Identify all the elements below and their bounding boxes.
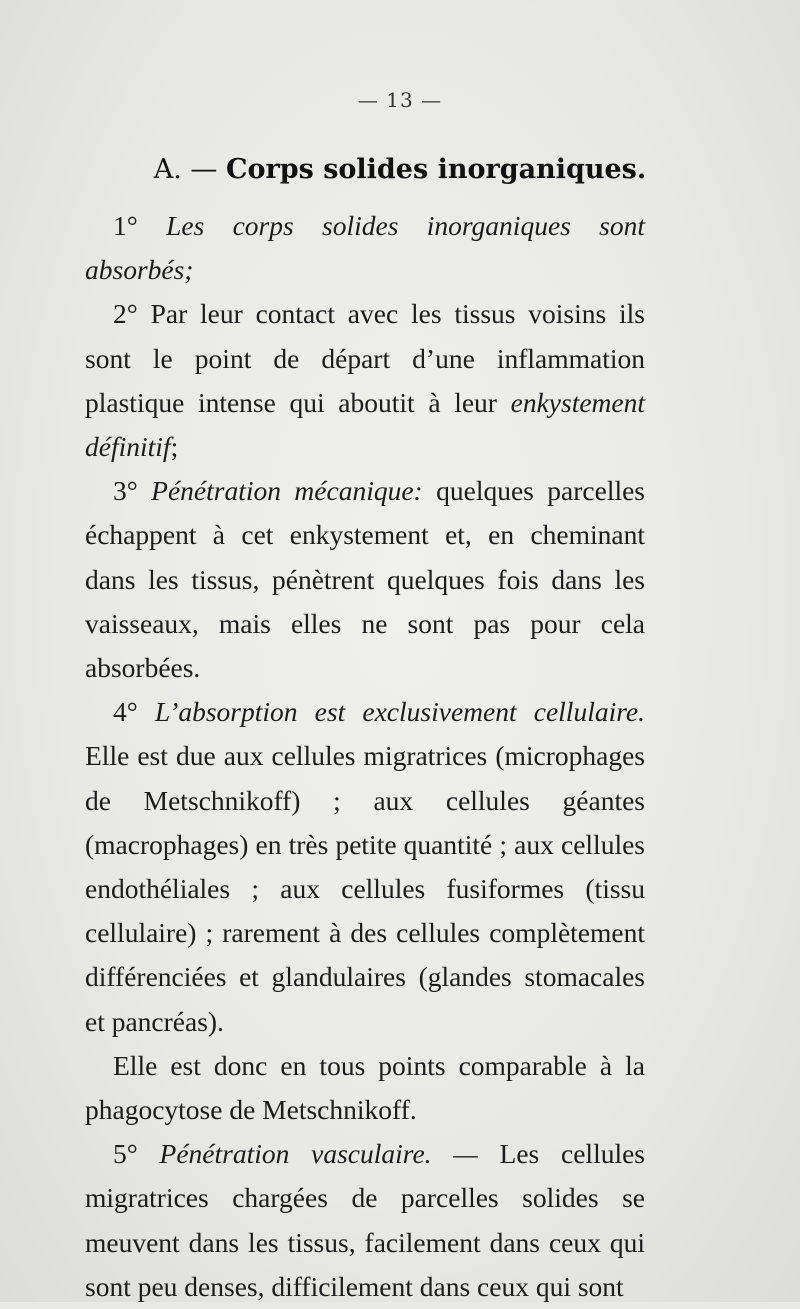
page-number: — 13 — bbox=[357, 88, 443, 112]
paragraph-6 bbox=[85, 1132, 645, 1309]
paragraph-2-text: Par leur contact avec les tissus voisins ils sont le point de départ d’une inflammation plastique intense qui aboutit à leur bbox=[85, 298, 646, 418]
paragraph-2 bbox=[85, 292, 645, 469]
paragraph-6-text: Les cellules migratrices chargées de parcelles solides se meuvent dans les tissus, facilement dans ceux qui sont peu denses, difficilement dans ceux qui sont bbox=[85, 1138, 646, 1302]
paragraph-1-number: 1° bbox=[113, 210, 138, 241]
paragraph-4-italic: L’absorption est exclusivement cellulaire. bbox=[154, 696, 645, 728]
paragraph-4-text: Elle est due aux cellules migratrices (microphages de Metschnikoff) ; aux cellules géantes (macrophages) en très petite quantité ; aux cellules endothéliales ; aux cellules fusiformes (tissu cellulaire) ; rarement à des cellules complètement différenciées et glandulaires (glandes stomacales et pancréas). bbox=[85, 740, 645, 1037]
paragraph-4-number: 4° bbox=[113, 696, 138, 728]
section-title: Corps solides inorganiques. bbox=[226, 154, 647, 185]
paragraph-6-italic: Pénétration vasculaire. — bbox=[159, 1138, 478, 1170]
paragraph-2-tail: ; bbox=[170, 431, 179, 463]
section-heading bbox=[0, 152, 800, 188]
paragraph-5 bbox=[85, 1044, 645, 1132]
paragraph-1-italic: Les corps solides inorganiques sont absorbés; bbox=[85, 210, 646, 286]
paragraph-2-number: 2° bbox=[113, 298, 138, 330]
paragraph-2-italic: enkystement définitif bbox=[85, 386, 646, 463]
paragraph-3-number: 3° bbox=[113, 475, 138, 507]
paragraph-5-text: Elle est donc en tous points comparable à la phagocytose de Metschnikoff. bbox=[85, 1049, 645, 1126]
paragraph-3-text: quelques parcelles échappent à cet enkystement et, en cheminant dans les tissus, pénètrent quelques fois dans les vaisseaux, mais elles ne sont pas pour cela absorbées. bbox=[85, 475, 646, 684]
paragraph-3 bbox=[85, 469, 645, 690]
paragraph-6-number: 5° bbox=[113, 1138, 138, 1170]
body-text bbox=[85, 204, 645, 1309]
paragraph-3-italic: Pénétration mécanique: bbox=[151, 475, 423, 507]
paragraph-1 bbox=[85, 204, 645, 292]
paragraph-4 bbox=[85, 690, 645, 1044]
section-number: A. — bbox=[153, 154, 218, 185]
